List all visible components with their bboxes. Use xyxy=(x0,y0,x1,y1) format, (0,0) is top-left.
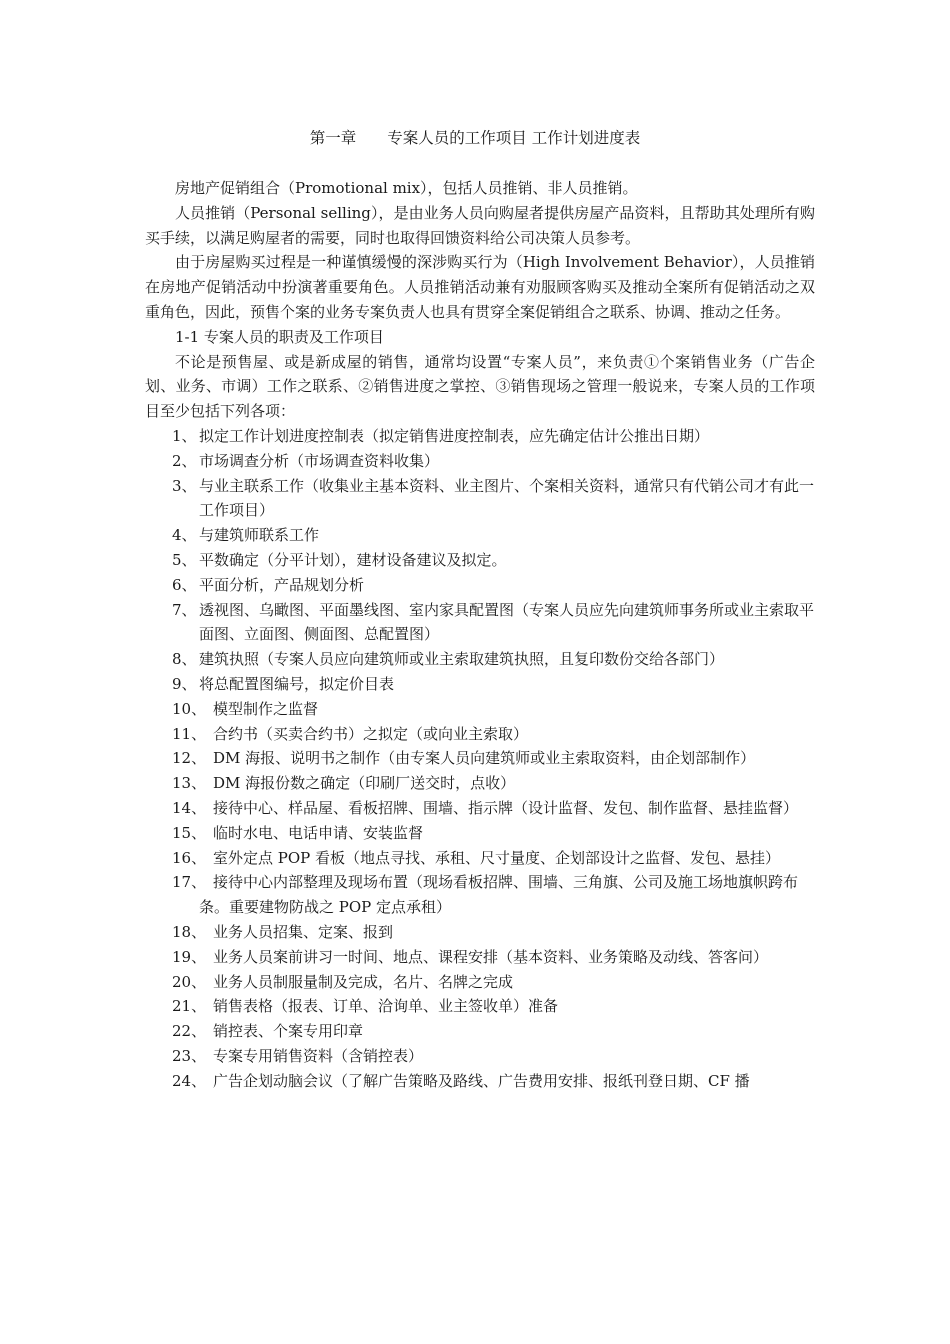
item-number: 4、 xyxy=(172,526,197,545)
item-text: 合约书（买卖合约书）之拟定（或向业主索取） xyxy=(213,724,529,743)
item-text: 广告企划动脑会议（了解广告策略及路线、广告费用安排、报纸刊登日期、CF 播 xyxy=(213,1071,750,1090)
list-item xyxy=(145,474,815,524)
item-text: 与业主联系工作（收集业主基本资料、业主图片、个案相关资料，通常只有代销公司才有此一工作项目） xyxy=(199,476,815,520)
paragraph: 人员推销（Personal selling），是由业务人员向购屋者提供房屋产品资料，且帮助其处理所有购买手续，以满足购屋者的需要，同时也取得回馈资料给公司决策人员参考。 xyxy=(145,203,815,247)
list-item xyxy=(145,771,815,796)
item-number: 23、 xyxy=(172,1046,207,1065)
item-number: 13、 xyxy=(172,774,207,793)
item-number: 6、 xyxy=(172,575,197,594)
section-intro: 不论是预售屋、或是新成屋的销售，通常均设置“专案人员”，来负责①个案销售业务（广告企划、业务、市调）工作之联系、②销售进度之掌控、③销售现场之管理一般说来，专案人员的工作项目至少包括下列各项： xyxy=(145,352,815,421)
work-item-list xyxy=(145,424,815,1094)
list-item xyxy=(145,821,815,846)
list-item xyxy=(145,424,815,449)
document-body xyxy=(145,176,815,1093)
item-text: 室外定点 POP 看板（地点寻找、承租、尺寸量度、企划部设计之监督、发包、悬挂） xyxy=(213,848,781,867)
item-text: 业务人员招集、定案、报到 xyxy=(213,922,394,941)
item-text: 平数确定（分平计划），建材设备建议及拟定。 xyxy=(199,550,507,569)
list-item xyxy=(145,796,815,821)
item-text: 拟定工作计划进度控制表（拟定销售进度控制表，应先确定估计公推出日期） xyxy=(199,426,710,445)
list-item xyxy=(145,647,815,672)
list-item xyxy=(145,920,815,945)
item-text: 建筑执照（专案人员应向建筑师或业主索取建筑执照，且复印数份交给各部门） xyxy=(199,650,725,669)
item-text: 市场调查分析（市场调查资料收集） xyxy=(199,451,440,470)
list-item xyxy=(145,1069,815,1094)
item-text: 销控表、个案专用印章 xyxy=(213,1022,364,1041)
list-item xyxy=(145,1044,815,1069)
item-number: 10、 xyxy=(172,699,207,718)
item-text: 接待中心、样品屋、看板招牌、围墙、指示牌（设计监督、发包、制作监督、悬挂监督） xyxy=(213,798,799,817)
list-item xyxy=(145,697,815,722)
item-text: 模型制作之监督 xyxy=(213,699,319,718)
item-number: 1、 xyxy=(172,426,197,445)
item-text: 专案专用销售资料（含销控表） xyxy=(213,1046,424,1065)
item-number: 3、 xyxy=(172,476,197,495)
item-number: 18、 xyxy=(172,922,207,941)
item-text: 接待中心内部整理及现场布置（现场看板招牌、围墙、三角旗、公司及施工场地旗帜跨布条。重要建物防战之 POP 定点承租） xyxy=(199,873,799,917)
item-number: 21、 xyxy=(172,997,207,1016)
list-item xyxy=(145,449,815,474)
item-text: 业务人员制服量制及完成，名片、名牌之完成 xyxy=(213,972,514,991)
list-item xyxy=(145,523,815,548)
item-number: 9、 xyxy=(172,674,197,693)
list-item xyxy=(145,722,815,747)
item-number: 22、 xyxy=(172,1022,207,1041)
item-text: 与建筑师联系工作 xyxy=(199,526,320,545)
list-item xyxy=(145,870,815,920)
paragraph: 房地产促销组合（Promotional mix），包括人员推销、非人员推销。 xyxy=(175,179,638,197)
list-item xyxy=(145,746,815,771)
item-number: 20、 xyxy=(172,972,207,991)
chapter-title: 第一章 专案人员的工作项目 工作计划进度表 xyxy=(309,129,641,147)
item-text: DM 海报份数之确定（印刷厂送交时，点收） xyxy=(213,774,516,793)
item-number: 14、 xyxy=(172,798,207,817)
item-number: 16、 xyxy=(172,848,207,867)
list-item xyxy=(145,994,815,1019)
item-number: 2、 xyxy=(172,451,197,470)
list-item xyxy=(145,598,815,648)
item-number: 24、 xyxy=(172,1071,207,1090)
list-item xyxy=(145,548,815,573)
paragraph: 由于房屋购买过程是一种谨慎缓慢的深涉购买行为（High Involvement Behavior），人员推销在房地产促销活动中扮演著重要角色。人员推销活动兼有劝服顾客购买及推动全案所有促销活动之双重角色，因此，预售个案的业务专案负责人也具有贯穿全案促销组合之联系、协调、推动之任务。 xyxy=(145,253,815,321)
section-heading: 1-1 专案人员的职责及工作项目 xyxy=(175,327,384,346)
list-item xyxy=(145,970,815,995)
item-number: 15、 xyxy=(172,823,207,842)
item-number: 12、 xyxy=(172,749,207,768)
item-number: 8、 xyxy=(172,650,197,669)
item-number: 11、 xyxy=(172,724,207,743)
item-number: 5、 xyxy=(172,550,197,569)
item-text: 平面分析，产品规划分析 xyxy=(199,575,365,594)
list-item xyxy=(145,846,815,871)
item-number: 19、 xyxy=(172,947,207,966)
item-number: 7、 xyxy=(172,600,197,619)
list-item xyxy=(145,672,815,697)
item-text: DM 海报、说明书之制作（由专案人员向建筑师或业主索取资料，由企划部制作） xyxy=(213,749,756,768)
item-text: 销售表格（报表、订单、洽询单、业主签收单）准备 xyxy=(213,997,559,1016)
item-text: 业务人员案前讲习一时间、地点、课程安排（基本资料、业务策略及动线、答客问） xyxy=(213,947,769,966)
list-item xyxy=(145,1019,815,1044)
item-number: 17、 xyxy=(172,873,207,892)
list-item xyxy=(145,945,815,970)
list-item xyxy=(145,573,815,598)
item-text: 将总配置图编号，拟定价目表 xyxy=(199,674,395,693)
item-text: 透视图、乌瞰图、平面墨线图、室内家具配置图（专案人员应先向建筑师事务所或业主索取平面图、立面图、侧面图、总配置图） xyxy=(199,600,815,644)
item-text: 临时水电、电话申请、安装监督 xyxy=(213,823,424,842)
